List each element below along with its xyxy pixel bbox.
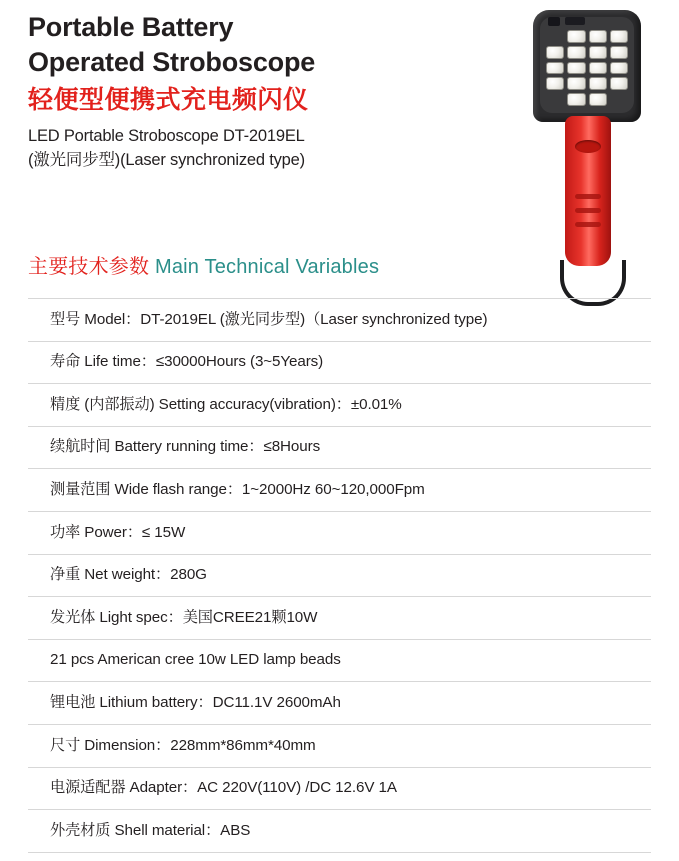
table-row	[28, 768, 651, 811]
grip-ridge	[575, 208, 601, 213]
led-bead	[610, 93, 628, 106]
power-button-icon	[575, 140, 601, 153]
sensor-window-icon	[565, 17, 585, 25]
led-bead	[546, 93, 564, 106]
spec-text: 电源适配器 Adapter：AC 220V(110V) /DC 12.6V 1A	[50, 779, 397, 797]
led-bead	[567, 62, 585, 75]
table-row	[28, 512, 651, 555]
spec-text: 锂电池 Lithium battery：DC11.1V 2600mAh	[50, 694, 341, 712]
spec-text: 净重 Net weight：280G	[50, 566, 207, 584]
page-subtitle	[28, 125, 498, 173]
spec-text: 精度 (内部振动) Setting accuracy(vibration)：±0.01%	[50, 395, 402, 413]
led-bead	[546, 46, 564, 59]
page-title-line1: Portable Battery	[28, 12, 234, 42]
spec-text: 续航时间 Battery running time：≤8Hours	[50, 438, 321, 456]
spec-text: 发光体 Light spec：美国CREE21颗10W	[50, 608, 318, 626]
table-row	[28, 597, 651, 640]
header	[28, 10, 498, 173]
led-bead	[610, 62, 628, 75]
spec-text: 寿命 Life time：≤30000Hours (3~5Years)	[50, 353, 324, 371]
led-bead	[610, 46, 628, 59]
led-bead	[589, 62, 607, 75]
led-bead	[589, 77, 607, 90]
led-bead	[546, 30, 564, 43]
led-bead	[589, 46, 607, 59]
led-bead	[546, 77, 564, 90]
page-title-chinese: 轻便型便携式充电频闪仪	[28, 86, 309, 115]
led-bead	[567, 30, 585, 43]
section-heading-chinese: 主要技术参数	[28, 256, 155, 278]
grip-ridge	[575, 222, 601, 227]
table-row	[28, 427, 651, 470]
section-heading-english: Main Technical Variables	[154, 256, 380, 278]
spec-text: 外壳材质 Shell material：ABS	[50, 821, 251, 839]
led-bead	[610, 77, 628, 90]
laser-sensor-icon	[548, 17, 560, 26]
spec-text: 测量范围 Wide flash range：1~2000Hz 60~120,000Fpm	[50, 481, 425, 499]
table-row	[28, 682, 651, 725]
led-bead	[546, 62, 564, 75]
spec-text: 尺寸 Dimension：228mm*86mm*40mm	[50, 736, 316, 754]
page-title-line2: Operated Stroboscope	[28, 46, 316, 77]
table-row	[28, 469, 651, 512]
specifications-table	[28, 298, 651, 853]
product-image	[505, 8, 675, 308]
page-subtitle-line1: LED Portable Stroboscope DT-2019EL	[28, 127, 305, 146]
table-row	[28, 555, 651, 598]
table-row	[28, 640, 651, 683]
led-bead	[589, 30, 607, 43]
table-row	[28, 384, 651, 427]
page-title	[28, 10, 498, 79]
led-bead	[567, 77, 585, 90]
led-bead	[610, 30, 628, 43]
table-row	[28, 299, 651, 342]
spec-text: 21 pcs American cree 10w LED lamp beads	[50, 651, 341, 669]
table-row	[28, 725, 651, 768]
section-heading	[28, 250, 379, 279]
grip-ridge	[575, 194, 601, 199]
table-row	[28, 342, 651, 385]
led-bead	[589, 93, 607, 106]
page-subtitle-line2: (激光同步型)(Laser synchronized type)	[28, 151, 305, 170]
table-row	[28, 810, 651, 853]
led-array	[546, 30, 628, 106]
spec-text: 功率 Power：≤ 15W	[50, 523, 186, 541]
led-bead	[567, 93, 585, 106]
spec-text: 型号 Model：DT-2019EL (激光同步型)（Laser synchronized type)	[50, 310, 488, 328]
led-bead	[567, 46, 585, 59]
handle-grip	[565, 116, 611, 266]
